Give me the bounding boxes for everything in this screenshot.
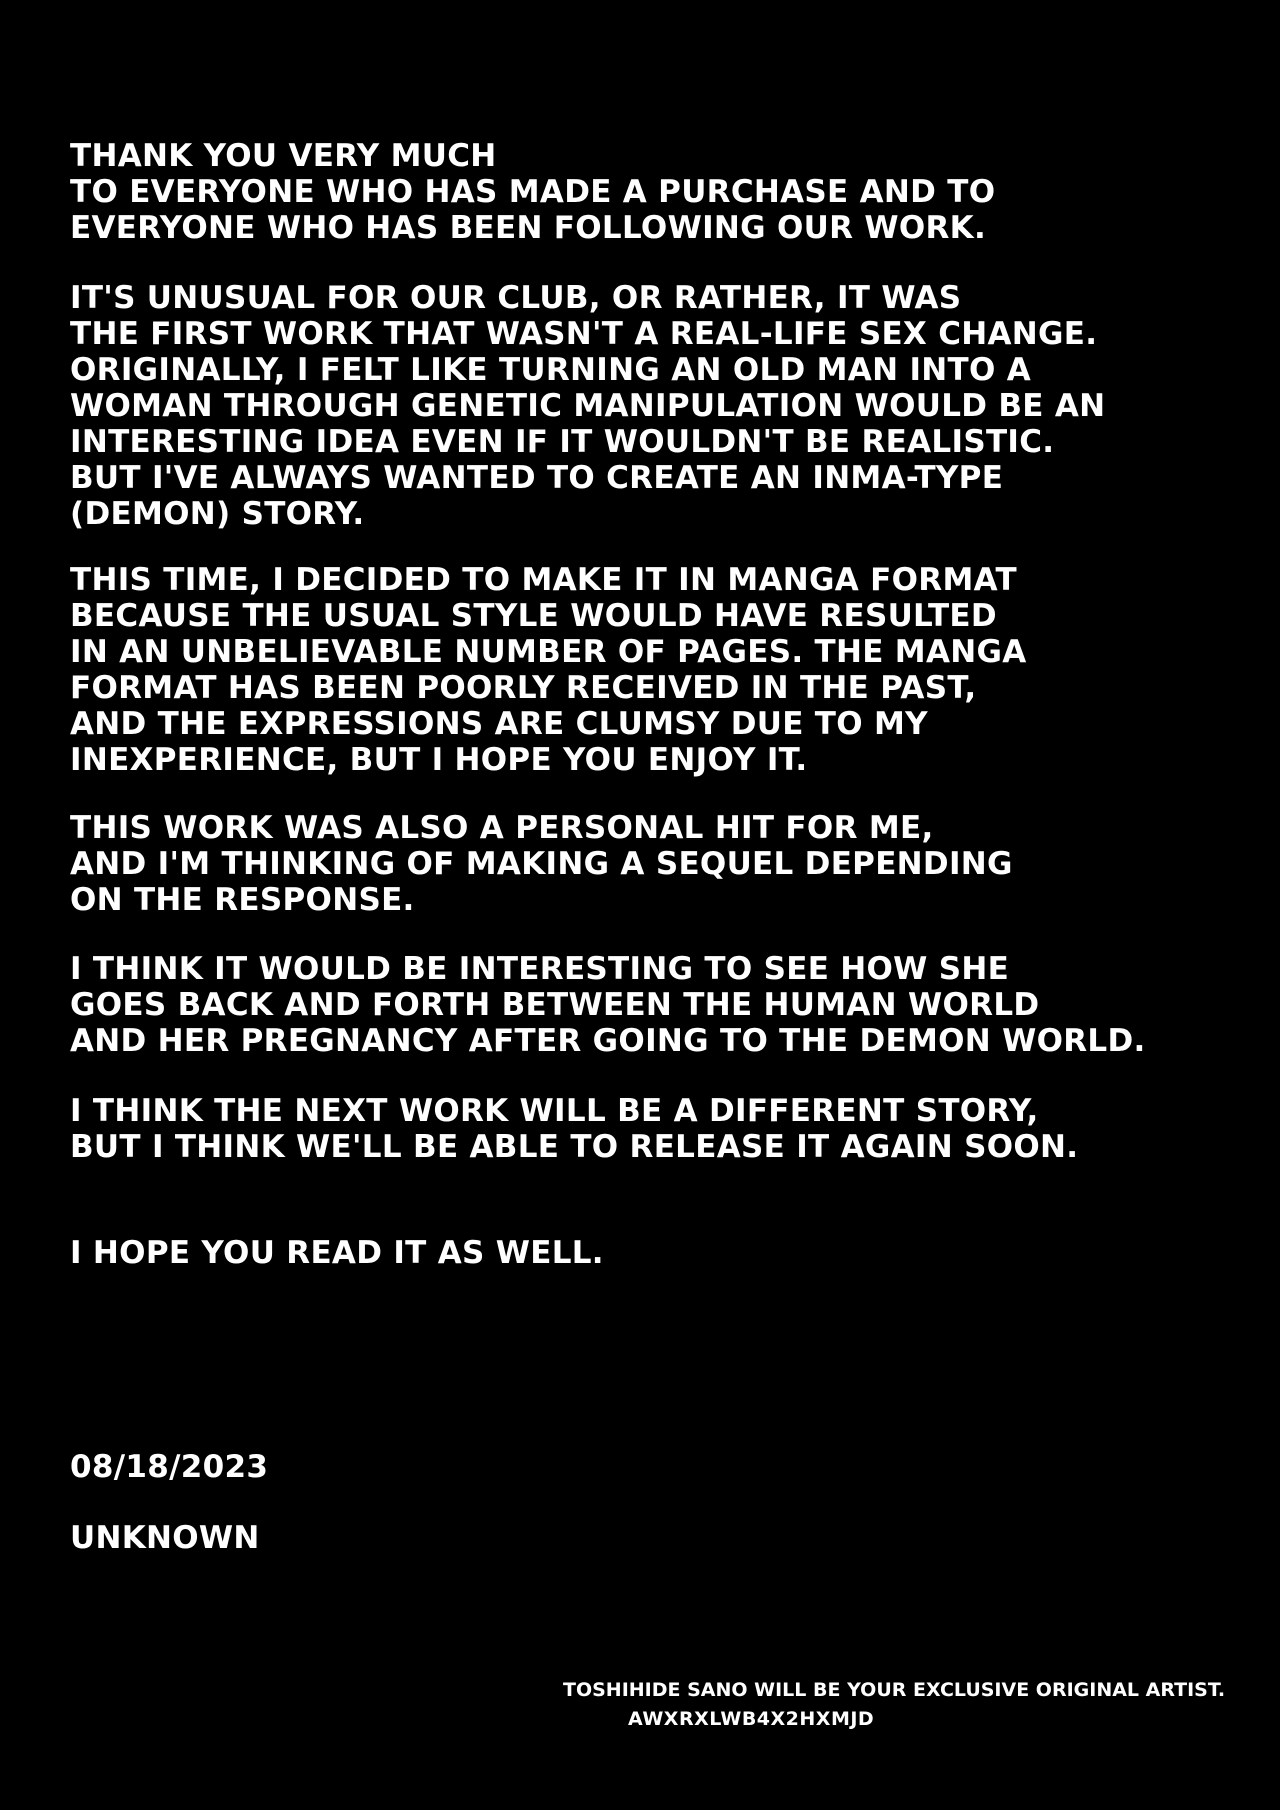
artist-credit-text: TOSHIHIDE SANO WILL BE YOUR EXCLUSIVE ORIGINAL ARTIST. bbox=[563, 1679, 1226, 1701]
sequel-paragraph: THIS WORK WAS ALSO A PERSONAL HIT FOR ME, AND I'M THINKING OF MAKING A SEQUEL DEPENDING ON THE RESPONSE. bbox=[70, 810, 1013, 918]
manga-format-paragraph: THIS TIME, I DECIDED TO MAKE IT IN MANGA FORMAT BECAUSE THE USUAL STYLE WOULD HAVE RESULTED IN AN UNBELIEVABLE NUMBER OF PAGES. THE MANGA FORMAT HAS BEEN POORLY RECEIVED IN THE PAST, AND THE EXPRESSIONS ARE CLUMSY DUE TO MY INEXPERIENCE, BUT I HOPE YOU ENJOY IT. bbox=[70, 562, 1027, 778]
story-idea-paragraph: I THINK IT WOULD BE INTERESTING TO SEE HOW SHE GOES BACK AND FORTH BETWEEN THE HUMAN WORLD AND HER PREGNANCY AFTER GOING TO THE DEMON WORLD. bbox=[70, 951, 1146, 1059]
thanks-paragraph: THANK YOU VERY MUCH TO EVERYONE WHO HAS MADE A PURCHASE AND TO EVERYONE WHO HAS BEEN FOLLOWING OUR WORK. bbox=[70, 138, 996, 246]
closing-paragraph: I HOPE YOU READ IT AS WELL. bbox=[70, 1235, 604, 1271]
date-text: 08/18/2023 bbox=[70, 1449, 269, 1485]
story-origin-paragraph: IT'S UNUSUAL FOR OUR CLUB, OR RATHER, IT WAS THE FIRST WORK THAT WASN'T A REAL-LIFE SEX CHANGE. ORIGINALLY, I FELT LIKE TURNING AN OLD MAN INTO A WOMAN THROUGH GENETIC MANIPULATION WOULD BE AN INTERESTING IDEA EVEN IF IT WOULDN'T BE REALISTIC. BUT I'VE ALWAYS WANTED TO CREATE AN INMA-TYPE (DEMON) STORY. bbox=[70, 280, 1106, 532]
watermark-code: AWXRXLWB4X2HXMJD bbox=[628, 1708, 875, 1730]
author-name: UNKNOWN bbox=[70, 1520, 260, 1556]
next-work-paragraph: I THINK THE NEXT WORK WILL BE A DIFFERENT STORY, BUT I THINK WE'LL BE ABLE TO RELEASE IT AGAIN SOON. bbox=[70, 1093, 1079, 1165]
